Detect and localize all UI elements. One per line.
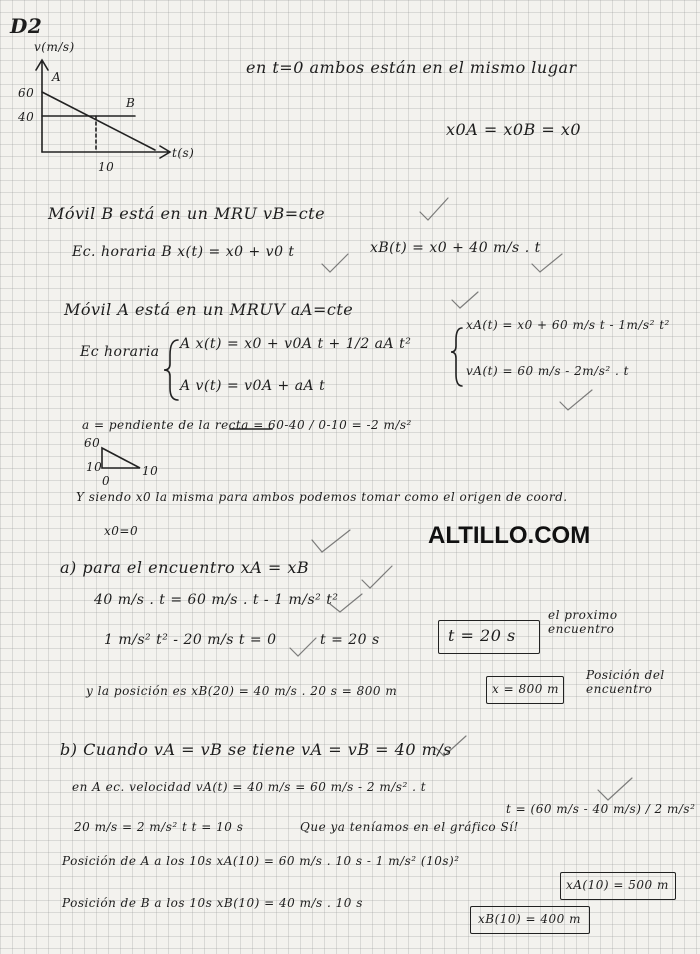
line-part-a: a) para el encuentro xA = xB: [60, 558, 310, 577]
problem-id: D2: [10, 14, 43, 38]
line-position-b: Posición de B a los 10s xB(10) = 40 m/s . 10 s: [62, 896, 363, 910]
line-slope: a = pendiente de la recta = 60-40 / 0-10 = -2 m/s²: [82, 418, 412, 432]
line-encounter-eq: 40 m/s . t = 60 m/s . t - 1 m/s² t²: [94, 592, 339, 608]
line-xa-equation: xA(t) = x0 + 60 m/s t - 1m/s² t²: [466, 318, 670, 332]
graph-y-axis-label: v(m/s): [34, 40, 75, 54]
graph-line-a-label: A: [52, 70, 62, 84]
graph-tick-60: 60: [18, 86, 35, 100]
line-encounter-simplified: 1 m/s² t² - 20 m/s t = 0: [104, 632, 277, 648]
line-xb-equation: xB(t) = x0 + 40 m/s . t: [370, 240, 541, 256]
graph-tick-40: 40: [18, 110, 35, 124]
line-v-general: A v(t) = v0A + aA t: [180, 378, 326, 394]
result-x: x = 800 m: [492, 682, 560, 696]
watermark: ALTILLO.COM: [428, 522, 591, 549]
line-movil-a: Móvil A está en un MRUV aA=cte: [64, 300, 354, 319]
line-encounter-time: t = 20 s: [320, 632, 380, 648]
graph-line-b-label: B: [126, 96, 136, 110]
line-x0-equality: x0A = x0B = x0: [446, 120, 582, 139]
line-movil-b: Móvil B está en un MRU vB=cte: [48, 204, 326, 223]
line-ec-horaria-b: Ec. horaria B x(t) = x0 + v0 t: [72, 244, 295, 260]
line-x0-zero: x0=0: [104, 524, 139, 538]
graph2-tick-10b: 10: [142, 464, 159, 478]
line-part-b: b) Cuando vA = vB se tiene vA = vB = 40 m/s: [60, 740, 452, 759]
line-graph-confirm: Que ya teníamos en el gráfico Sí!: [300, 820, 519, 834]
result-xb: xB(10) = 400 m: [478, 912, 581, 926]
line-va-equation: vA(t) = 60 m/s - 2m/s² . t: [466, 364, 629, 378]
result-t: t = 20 s: [448, 626, 516, 645]
graph2-tick-60: 60: [84, 436, 101, 450]
line-position-a: Posición de A a los 10s xA(10) = 60 m/s . 10 s - 1 m/s² (10s)²: [62, 854, 460, 868]
line-initial-condition: en t=0 ambos están en el mismo lugar: [246, 58, 577, 77]
graph2-tick-10: 10: [86, 460, 103, 474]
line-velocity-eq: en A ec. velocidad vA(t) = 40 m/s = 60 m/s - 2 m/s² . t: [72, 780, 427, 794]
note-next-encounter: el proximo encuentro: [548, 608, 618, 636]
line-x-general: A x(t) = x0 + v0A t + 1/2 aA t²: [180, 336, 412, 352]
note-encounter-position: Posición del encuentro: [586, 668, 665, 696]
graph-x-axis-label: t(s): [172, 146, 195, 160]
line-encounter-position: y la posición es xB(20) = 40 m/s . 20 s = 800 m: [86, 684, 398, 698]
line-origin-choice: Y siendo x0 la misma para ambos podemos tomar como el origen de coord.: [76, 490, 568, 504]
line-t-solution: t = (60 m/s - 40 m/s) / 2 m/s²: [506, 802, 696, 816]
result-xa: xA(10) = 500 m: [566, 878, 669, 892]
line-t-result: 20 m/s = 2 m/s² t t = 10 s: [74, 820, 244, 834]
graph2-tick-0: 0: [102, 474, 111, 488]
line-ec-horaria-label: Ec horaria: [80, 344, 160, 360]
graph-tick-10: 10: [98, 160, 115, 174]
